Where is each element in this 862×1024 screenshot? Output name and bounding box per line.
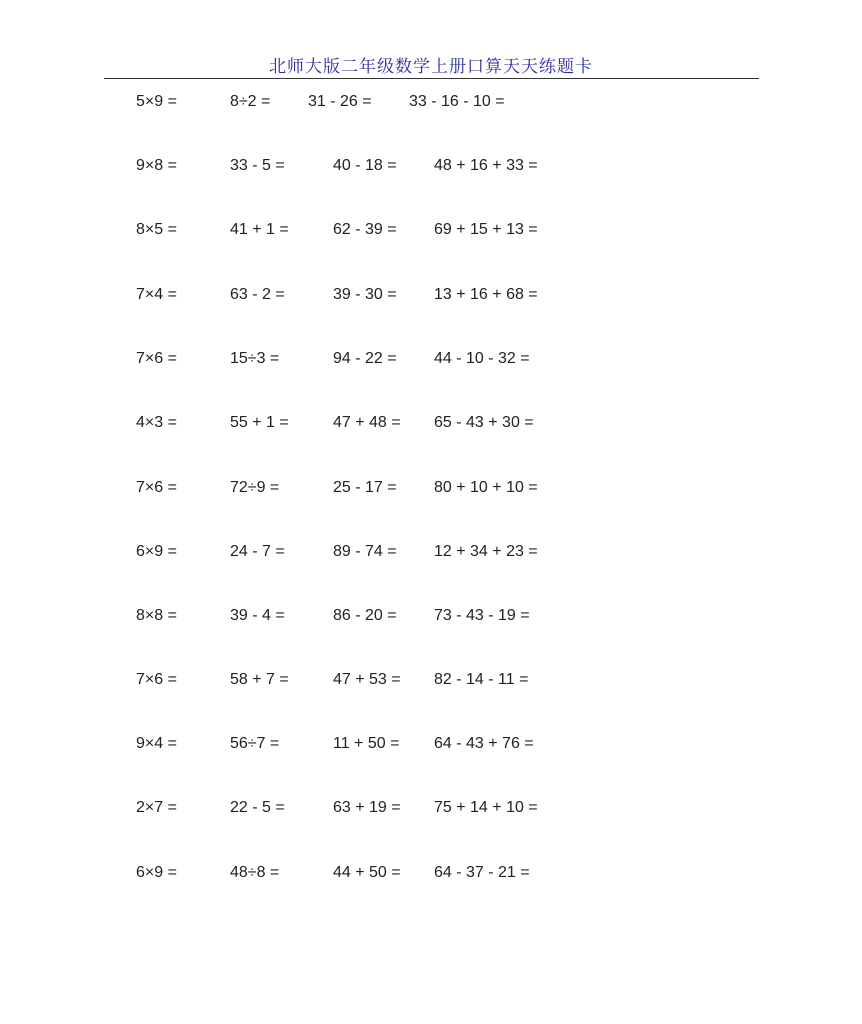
problem-row	[0, 798, 862, 822]
problem-item: 39 - 4 =	[230, 607, 285, 624]
problem-item: 64 - 37 - 21 =	[434, 864, 530, 881]
problem-row	[0, 92, 862, 116]
problem-item: 63 + 19 =	[333, 799, 401, 816]
problem-row	[0, 670, 862, 694]
problem-row	[0, 606, 862, 630]
problem-item: 41 + 1 =	[230, 221, 289, 238]
problem-item: 6×9 =	[136, 864, 177, 881]
problem-item: 39 - 30 =	[333, 286, 397, 303]
problem-item: 82 - 14 - 11 =	[434, 671, 529, 688]
problem-item: 44 + 50 =	[333, 864, 401, 881]
problem-item: 5×9 =	[136, 93, 177, 110]
problem-item: 94 - 22 =	[333, 350, 397, 367]
problem-item: 75 + 14 + 10 =	[434, 799, 538, 816]
problem-item: 73 - 43 - 19 =	[434, 607, 530, 624]
problem-row	[0, 285, 862, 309]
problem-item: 12 + 34 + 23 =	[434, 543, 538, 560]
problem-row	[0, 349, 862, 373]
problem-item: 48 + 16 + 33 =	[434, 157, 538, 174]
problem-item: 11 + 50 =	[333, 735, 400, 752]
problem-item: 15÷3 =	[230, 350, 280, 367]
problem-item: 55 + 1 =	[230, 414, 289, 431]
problem-item: 9×4 =	[136, 735, 177, 752]
problem-item: 47 + 48 =	[333, 414, 401, 431]
problem-item: 33 - 16 - 10 =	[409, 93, 505, 110]
page-title: 北师大版二年级数学上册口算天天练题卡	[269, 57, 593, 77]
problem-item: 31 - 26 =	[308, 93, 372, 110]
problem-item: 7×6 =	[136, 479, 177, 496]
problem-item: 40 - 18 =	[333, 157, 397, 174]
problem-item: 65 - 43 + 30 =	[434, 414, 534, 431]
problem-item: 8×8 =	[136, 607, 177, 624]
problem-row	[0, 734, 862, 758]
problem-row	[0, 413, 862, 437]
problem-item: 25 - 17 =	[333, 479, 397, 496]
problem-item: 56÷7 =	[230, 735, 280, 752]
problem-item: 64 - 43 + 76 =	[434, 735, 534, 752]
problem-item: 8×5 =	[136, 221, 177, 238]
problem-row	[0, 156, 862, 180]
problem-item: 63 - 2 =	[230, 286, 285, 303]
problem-item: 62 - 39 =	[333, 221, 397, 238]
problem-item: 6×9 =	[136, 543, 177, 560]
problem-item: 47 + 53 =	[333, 671, 401, 688]
problem-item: 4×3 =	[136, 414, 177, 431]
problem-row	[0, 478, 862, 502]
problem-item: 69 + 15 + 13 =	[434, 221, 538, 238]
problem-item: 89 - 74 =	[333, 543, 397, 560]
problem-item: 7×6 =	[136, 350, 177, 367]
problem-item: 7×4 =	[136, 286, 177, 303]
problem-item: 7×6 =	[136, 671, 177, 688]
problem-item: 2×7 =	[136, 799, 177, 816]
problem-item: 13 + 16 + 68 =	[434, 286, 538, 303]
problem-item: 33 - 5 =	[230, 157, 285, 174]
problem-item: 58 + 7 =	[230, 671, 289, 688]
problem-item: 86 - 20 =	[333, 607, 397, 624]
problem-item: 72÷9 =	[230, 479, 280, 496]
problem-item: 24 - 7 =	[230, 543, 285, 560]
problem-item: 22 - 5 =	[230, 799, 285, 816]
problem-item: 8÷2 =	[230, 93, 271, 110]
problem-item: 80 + 10 + 10 =	[434, 479, 538, 496]
problem-item: 44 - 10 - 32 =	[434, 350, 530, 367]
problem-item: 48÷8 =	[230, 864, 280, 881]
problem-row	[0, 863, 862, 887]
problem-row	[0, 220, 862, 244]
problem-item: 9×8 =	[136, 157, 177, 174]
problem-row	[0, 542, 862, 566]
